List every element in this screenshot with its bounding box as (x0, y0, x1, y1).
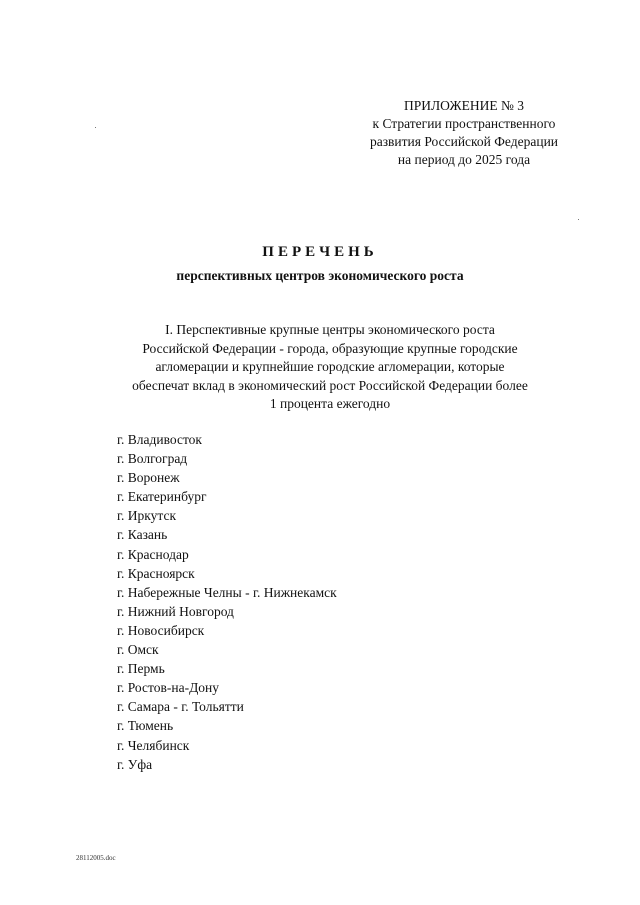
section-heading-line: Российской Федерации - города, образующие крупные городские (142, 340, 518, 356)
section-heading-line: обеспечат вклад в экономический рост Российской Федерации более (132, 377, 528, 393)
section-heading-line: агломерации и крупнейшие городские агломерации, которые (155, 359, 505, 374)
document-title: ПЕРЕЧЕНЬ (262, 244, 378, 260)
list-item: г. Самара - г. Тольятти (117, 699, 244, 715)
list-item: г. Омск (117, 642, 159, 658)
list-item: г. Волгоград (117, 451, 188, 467)
list-item: г. Красноярск (117, 565, 195, 581)
appendix-reference-line: на период до 2025 года (397, 152, 531, 167)
appendix-reference-line: развития Российской Федерации (369, 134, 559, 149)
list-item: г. Иркутск (117, 508, 176, 524)
section-heading-line: 1 процента ежегодно (269, 396, 391, 411)
document-subtitle: перспективных центров экономического роста (176, 268, 464, 283)
list-item: г. Набережные Челны - г. Нижнекамск (117, 584, 337, 600)
section-heading-line: I. Перспективные крупные центры экономического роста (165, 322, 495, 337)
list-item: г. Челябинск (117, 737, 190, 753)
list-item: г. Уфа (117, 756, 153, 772)
list-item: г. Екатеринбург (117, 489, 207, 505)
list-item: г. Владивосток (117, 432, 202, 447)
list-item: г. Нижний Новгород (117, 603, 234, 619)
section-heading (80, 321, 580, 414)
file-code: 28112005.doc (76, 854, 116, 862)
list-item: г. Тюмень (117, 718, 174, 734)
list-item: г. Воронеж (117, 470, 180, 486)
list-item: г. Ростов-на-Дону (117, 680, 220, 696)
scan-speck (95, 127, 96, 128)
appendix-reference-line: к Стратегии пространственного (372, 116, 556, 131)
city-list (117, 430, 337, 774)
list-item: г. Краснодар (117, 546, 189, 562)
scan-speck (578, 219, 579, 220)
appendix-number: ПРИЛОЖЕНИЕ № 3 (403, 98, 525, 113)
list-item: г. Пермь (117, 661, 165, 677)
list-item: г. Казань (117, 527, 168, 543)
appendix-header (330, 97, 598, 169)
list-item: г. Новосибирск (117, 622, 205, 638)
